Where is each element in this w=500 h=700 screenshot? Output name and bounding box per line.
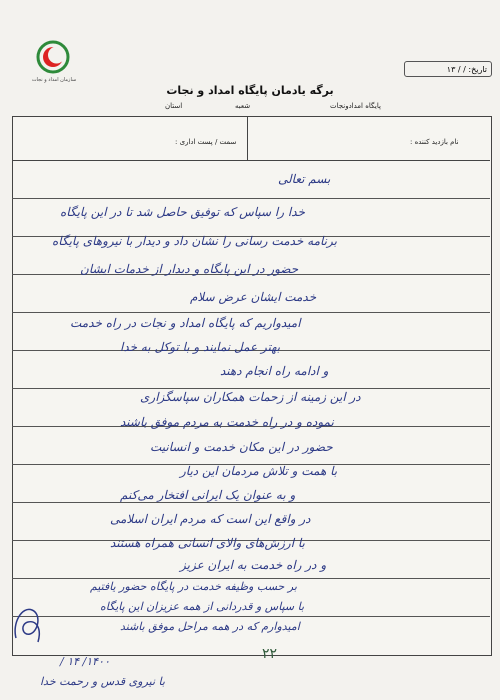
handwritten-line: با همت و تلاش مردمان این دیار — [180, 464, 338, 478]
visitor-name-label: نام بازدید کننده : — [410, 138, 459, 146]
ruled-line — [12, 502, 490, 503]
province-label: استان — [165, 102, 183, 110]
handwritten-line: و ادامه راه انجام دهند — [220, 364, 329, 378]
handwritten-line: و در راه خدمت به ایران عزیز — [180, 558, 327, 572]
handwritten-line: امیدواریم که پایگاه امداد و نجات در راه خدمت — [70, 316, 301, 330]
handwritten-line: و به عنوان یک ایرانی افتخار می‌کنم — [120, 488, 296, 502]
header-column-divider — [247, 116, 248, 160]
branch-label: شعبه — [235, 102, 251, 110]
ruled-line — [12, 198, 490, 199]
signature-scribble — [8, 598, 48, 648]
ruled-line — [12, 312, 490, 313]
date-field: تاریخ: / / ۱۳ — [404, 61, 492, 77]
red-crescent-logo — [36, 40, 70, 74]
handwritten-line: حضور در این پایگاه و دیدار از خدمات ایشان — [80, 262, 299, 276]
handwritten-line: خدمت ایشان عرض سلام — [190, 290, 317, 304]
base-label: پایگاه امدادونجات — [330, 102, 381, 110]
header-row-divider — [12, 160, 490, 161]
position-label: سمت / پست اداری : — [175, 138, 237, 146]
handwritten-line: حضور در این مکان خدمت و انسانیت — [150, 440, 333, 454]
handwritten-line: با سپاس و قدردانی از همه عزیزان این پایگاه — [100, 600, 305, 613]
signature-date: ۱۴۰۰/ ۱۴ / — [60, 655, 110, 668]
ruled-line — [12, 616, 490, 617]
signature-line: با نیروی قدس و رحمت خدا — [40, 675, 165, 688]
handwritten-line: بر حسب وظیفه خدمت در پایگاه حضور یافتیم — [90, 580, 297, 593]
handwritten-line: امیدوارم که در همه مراحل موفق باشند — [120, 620, 300, 633]
form-title: برگه یادمان پایگاه امداد و نجات — [166, 84, 334, 97]
handwritten-line: بسم تعالی — [278, 172, 331, 186]
handwritten-line: در این زمینه از زحمات همکاران سپاسگزاری — [140, 390, 361, 404]
ruled-line — [12, 578, 490, 579]
page-number: ۲۲ — [262, 646, 278, 662]
form-frame — [12, 116, 492, 656]
ruled-line — [12, 388, 490, 389]
handwritten-line: نموده و در راه خدمت به مردم موفق باشند — [120, 415, 334, 429]
handwritten-line: برنامه خدمت رسانی را نشان داد و دیدار با نیروهای پایگاه — [52, 234, 337, 248]
handwritten-line: خدا را سپاس که توفیق حاصل شد تا در این پایگاه — [60, 205, 305, 219]
handwritten-line: با ارزش‌های والای انسانی همراه هستند — [110, 536, 305, 550]
org-caption: سازمان امداد و نجات — [31, 77, 77, 83]
handwritten-line: در واقع این است که مردم ایران اسلامی — [110, 512, 311, 526]
handwritten-line: بهتر عمل نمایند و با توکل به خدا — [120, 340, 281, 354]
